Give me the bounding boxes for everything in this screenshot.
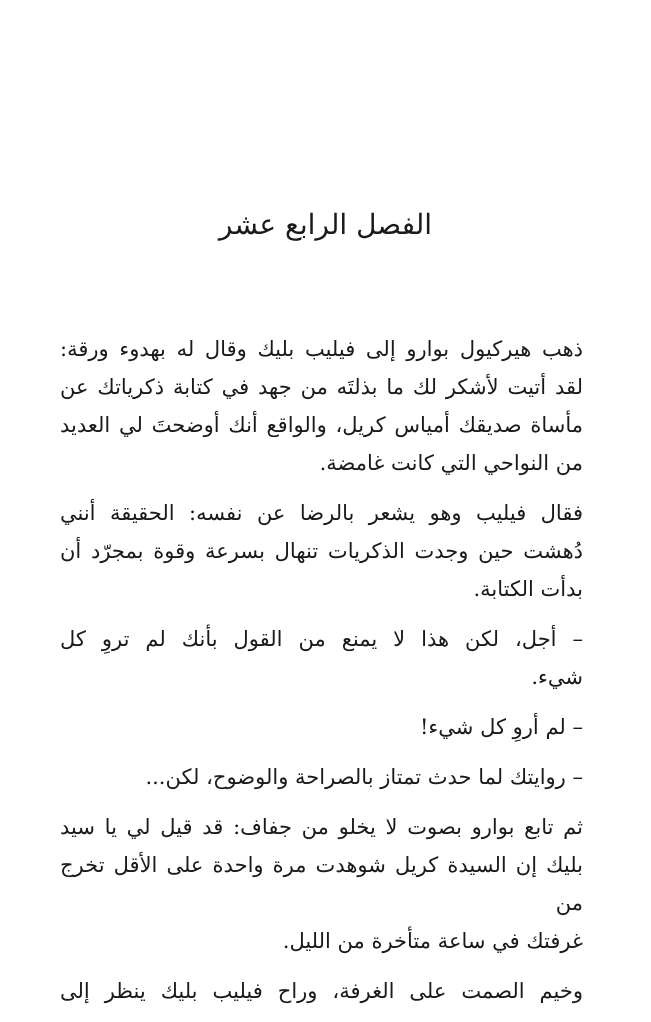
paragraph-3 xyxy=(60,620,583,696)
paragraph-1 xyxy=(60,330,583,482)
text-line: دُهشت حين وجدت الذكريات تنهال بسرعة وقوة بمجرّد أن xyxy=(60,539,583,563)
text-line: من النواحي التي كانت غامضة. xyxy=(319,451,583,475)
text-line: ذهب هيركيول بوارو إلى فيليب بليك وقال له بهدوء ورقة: xyxy=(60,337,584,361)
paragraph-4 xyxy=(60,708,583,746)
text-line: – أجل، لكن هذا لا يمنع من القول بأنك لم تروِ كل xyxy=(60,627,583,651)
text-line: وخيم الصمت على الغرفة، وراح فيليب بليك ينظر إلى xyxy=(60,979,583,1003)
text-line: ثم تابع بوارو بصوت لا يخلو من جفاف: قد قيل لي يا سيد xyxy=(60,815,583,839)
text-line: شيء. xyxy=(531,665,583,689)
text-line: غرفتك في ساعة متأخرة من الليل. xyxy=(282,929,583,953)
paragraph-6 xyxy=(60,808,583,960)
text-line: – لم أروِ كل شيء! xyxy=(419,715,583,739)
paragraph-5 xyxy=(60,758,583,796)
paragraph-2 xyxy=(60,494,583,608)
paragraph-7 xyxy=(60,972,583,1010)
text-line: فقال فيليب وهو يشعر بالرضا عن نفسه: الحقيقة أنني xyxy=(60,501,583,525)
text-line: مأساة صديقك أمياس كريل، والواقع أنك أوضحتَ لي العديد xyxy=(60,413,583,437)
chapter-title: الفصل الرابع عشر xyxy=(218,208,433,241)
text-line: بليك إن السيدة كريل شوهدت مرة واحدة على الأقل تخرج من xyxy=(60,853,583,915)
text-line: بدأت الكتابة. xyxy=(473,577,583,601)
text-line: لقد أتيت لأشكر لك ما بذلتَه من جهد في كتابة ذكرياتك عن xyxy=(60,375,583,399)
body-text xyxy=(60,330,583,1022)
text-line: – روايتك لما حدث تمتاز بالصراحة والوضوح، لكن... xyxy=(145,765,583,789)
